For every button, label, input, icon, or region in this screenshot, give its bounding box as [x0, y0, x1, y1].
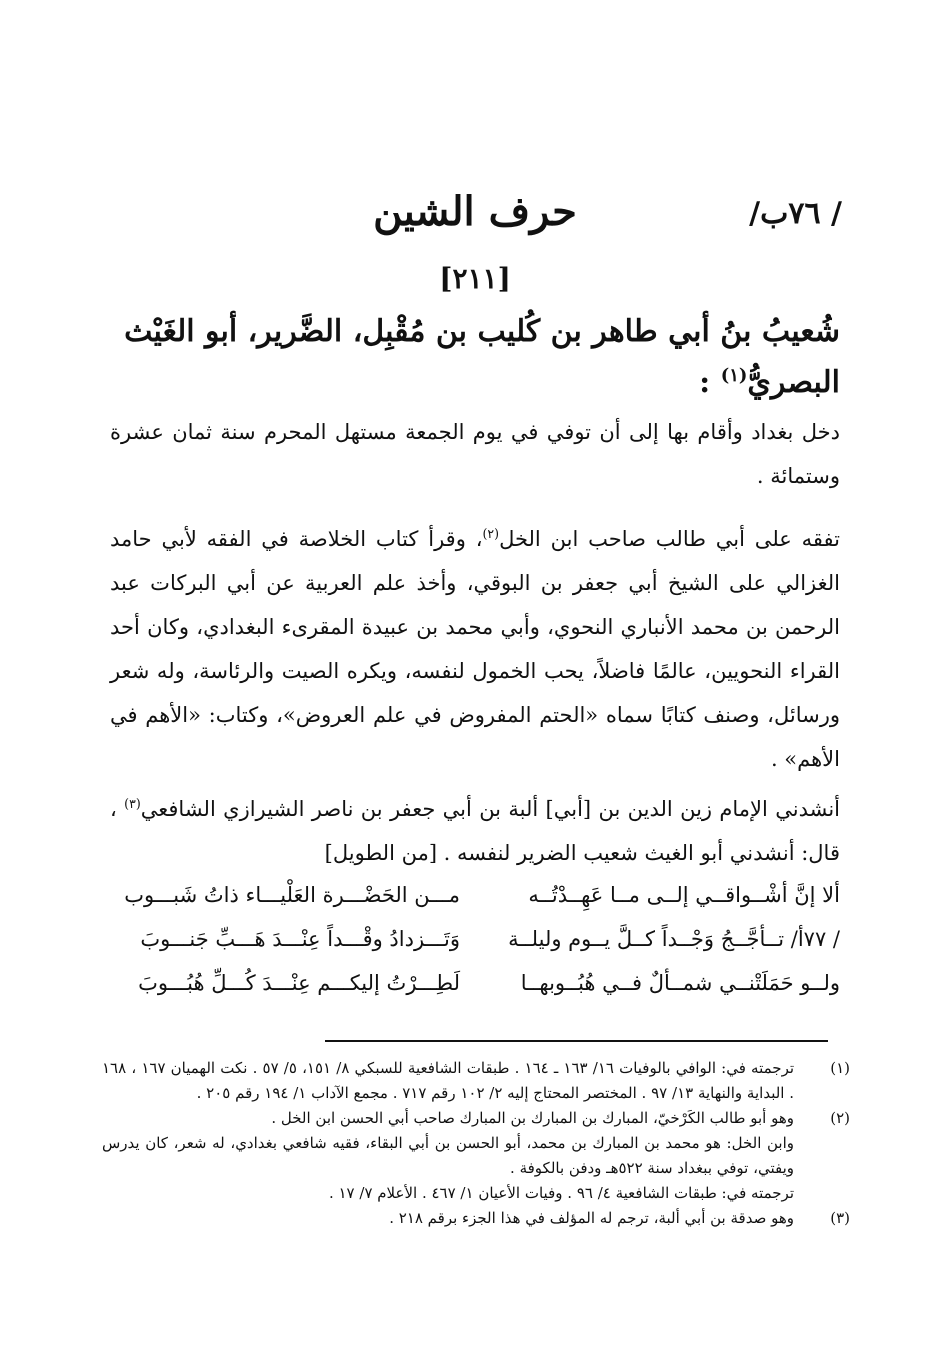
entry-name-end: : [699, 365, 721, 400]
verse-first-hemistich: ولــو حَمَلَتْنــي شمــألٌ فــي هُبُــوبهــا [520, 971, 840, 995]
footnote-number: (١) [830, 1059, 850, 1077]
footnote-text: ترجمته في: طبقات الشافعية ٤/ ٩٦ . وفيات الأعيان ١/ ٤٦٧ . الأعلام ٧/ ١٧ . [328, 1184, 794, 1202]
paragraph-poetry-intro [110, 782, 840, 875]
footnote [102, 1106, 850, 1131]
verse-line [110, 873, 840, 917]
footnote-divider [325, 1040, 828, 1042]
footnote-text: وابن الخل: هو محمد بن المبارك بن محمد، أبو الحسن بن أبي البقاء، فقيه شافعي بغدادي، له شعر، كان يدرس ويفتي، توفي ببغداد سنة ٥٢٢هـ ودفن بالكوفة . [102, 1134, 794, 1177]
paragraph-death: دخل بغداد وأقام بها إلى أن توفي في يوم الجمعة مستهل المحرم سنة ثمان عشرة وستمائة . [110, 420, 840, 488]
entry-heading [110, 310, 840, 405]
entry-number: [٢١١] [439, 262, 511, 295]
footnote-number: (٢) [830, 1109, 850, 1127]
verse-first-hemistich: ألا إنَّ أشْــواقــي إلــى مــا عَهِــدْتُــه [528, 883, 840, 907]
footnote-text: ترجمته في: الوافي بالوفيات ١٦/ ١٦٣ ـ ١٦٤ . طبقات الشافعية للسبكي ٨/ ١٥١، ٥/ ٥٧ . نكت الهميان ١٦٧ ، ١٦٨ . البداية والنهاية ١٣/ ٩٧ . المختصر المحتاج إليه ٢/ ١٠٢ رقم ٧١٧ . مجمع الآداب ١/ ١٩٤ رقم ٢٠٥ . [102, 1059, 795, 1102]
verse-second-hemistich: مـــن الحَضْـــرة العَلْيـــاء ذاتُ شَبـــوب [124, 883, 460, 907]
verse-second-hemistich: لَطِـــرْتُ إليكـــم عِنْـــدَ كُـــلِّ هُبُـــوبَ [138, 971, 460, 995]
verse-line [110, 917, 840, 961]
footnote-ref: (١) [720, 365, 748, 386]
entry-name: شُعيبُ بنُ أبي طاهر بن كُليب بن مُقْبِل، الضَّرير، أبو الغَيْث البصريُّ [124, 314, 840, 400]
footnote-number: (٣) [830, 1209, 850, 1227]
footnotes [102, 1056, 850, 1231]
paragraph-studies-rest: ، وقرأ كتاب الخلاصة في الفقه لأبي حامد الغزالي على الشيخ أبي جعفر بن البوقي، وأخذ علم العربية عن أبي البركات عبد الرحمن بن محمد الأنباري النحوي، وأبي محمد بن عبيدة المقرىء البغدادي، وكان أحد القراء النحويين، عالمًا فاضلاً، يحب الخمول لنفسه، ويكره الصيت والرئاسة، وله شعر ورسائل، وصنف كتابًا سماه «الحتم المفروض في علم العروض»، وكتاب: «الأهم في الأهم» . [110, 527, 840, 771]
verse-second-hemistich: وَتَـــزدادُ وقْـــداً عِنْـــدَ هَـــبِّ جَنـــوبَ [140, 927, 460, 951]
footnote [102, 1056, 850, 1106]
verse-line [110, 961, 840, 1005]
footnote-ref: (٣) [124, 796, 141, 811]
verse-first-hemistich: / ٧٧أ/ تــأجَّــجُ وَجْــداً كــلَّ يــوم وليلــة [508, 927, 840, 951]
footnote [102, 1206, 850, 1231]
paragraph-studies [110, 512, 840, 781]
poetry-intro-rest: ، قال: أنشدني أبو الغيث شعيب الضرير لنفسه . [من الطويل] [110, 797, 840, 865]
paragraph-studies-start: تفقه على أبي طالب صاحب ابن الخل [499, 527, 840, 551]
poetry-intro-start: أنشدني الإمام زين الدين بن [أبي] ألبة بن أبي جعفر بن ناصر الشيرازي الشافعي [140, 797, 841, 821]
chapter-title: حرف الشين [373, 188, 577, 235]
poem [110, 873, 840, 1005]
folio-marker: / ٧٦ب/ [749, 196, 842, 231]
footnote-text: وهو صدقة بن أبي ألبة، ترجم له المؤلف في هذا الجزء برقم ٢١٨ . [389, 1209, 794, 1227]
footnote-ref: (٢) [482, 526, 500, 541]
footnote-text: وهو أبو طالب الكَرْخيّ، المبارك بن المبارك بن المبارك صاحب أبي الحسن ابن الخل . [271, 1109, 794, 1127]
